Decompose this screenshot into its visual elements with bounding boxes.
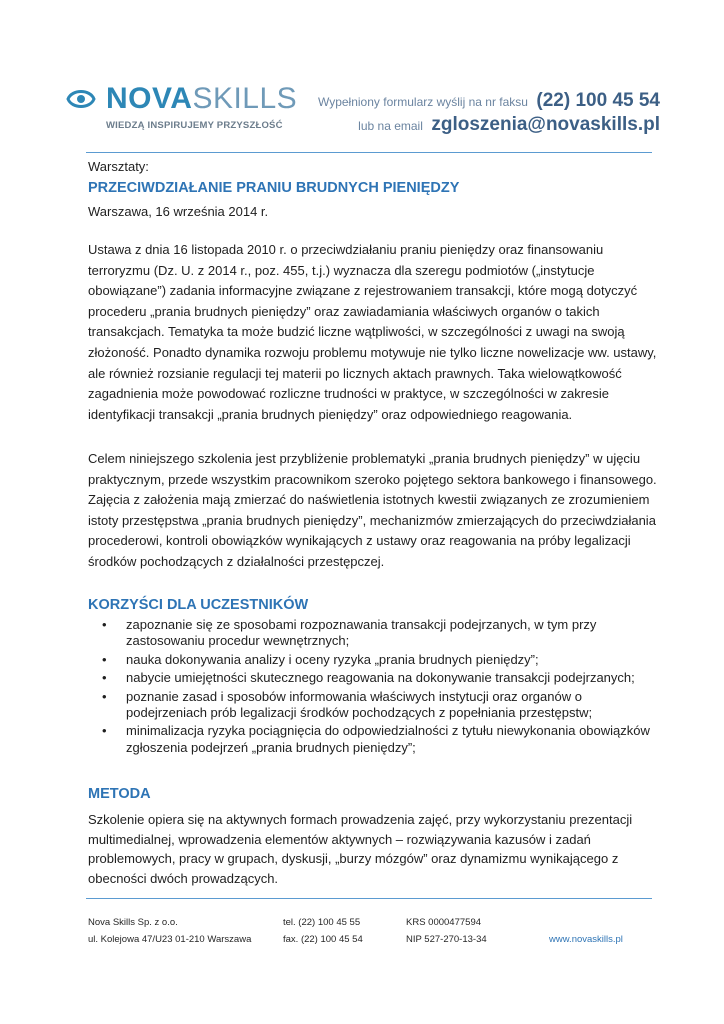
- method-heading: METODA: [88, 786, 151, 802]
- text-line: problemowych, pracy w grupach, dyskusji, „burzy mózgów” oraz dynamizmu wynikającego z: [88, 851, 619, 866]
- benefit-item: [88, 652, 678, 668]
- benefits-list: [88, 617, 678, 758]
- bullet-icon: •: [102, 651, 107, 667]
- fax-label: Wypełniony formularz wyślij na nr faksu: [317, 95, 528, 109]
- company-logo: [66, 82, 296, 134]
- email-address[interactable]: zgloszenia@novaskills.pl: [431, 114, 660, 135]
- benefit-item: [88, 723, 678, 756]
- text-line: terroryzmu (Dz. U. z 2014 r., poz. 455, t.j.) wyznacza dla szeregu podmiotów („instytucje: [88, 262, 595, 278]
- text-line: obecności dwóch prowadzących.: [88, 870, 279, 886]
- text-line: poznanie zasad i sposobów informowania właściwych instytucji oraz organów o: [126, 688, 582, 704]
- text-line: identyfikacji transakcji „prania brudnych pieniędzy” oraz odpowiedniego reagowania.: [88, 406, 573, 422]
- place-date: Warszawa, 16 września 2014 r.: [88, 204, 269, 219]
- logo-wordmark: NOVASKILLS: [106, 82, 298, 115]
- email-contact: [358, 114, 660, 136]
- text-line: zapoznanie się ze sposobami rozpoznawania transakcji podejrzanych, w tym przy: [126, 617, 597, 632]
- header-divider: [86, 152, 652, 153]
- logo-tagline: WIEDZĄ INSPIRUJEMY PRZYSZŁOŚĆ: [106, 120, 283, 131]
- benefit-item: [88, 617, 678, 650]
- footer-divider: [86, 898, 652, 899]
- text-line: Szkolenie opiera się na aktywnych formach prowadzenia zajęć, przy wykorzystaniu prezentacji: [88, 812, 633, 827]
- fax-contact: [318, 90, 660, 112]
- benefit-item: [88, 670, 678, 686]
- bullet-icon: •: [102, 688, 107, 704]
- workshop-type-label: Warsztaty:: [88, 159, 149, 174]
- bullet-icon: •: [102, 723, 107, 739]
- goal-paragraph: [88, 449, 668, 573]
- text-line: procederu „prania brudnych pieniędzy” oraz zawiadamiania właściwych organów o takich: [88, 303, 600, 319]
- fax-number: (22) 100 45 54: [536, 90, 660, 111]
- footer-website-link[interactable]: www.novaskills.pl: [549, 934, 623, 945]
- method-paragraph: [88, 810, 668, 888]
- text-line: ale również rozsianie regulacji tej materii po licznych aktach prawnych. Taka wielowątkowość: [88, 365, 622, 381]
- intro-paragraph: [88, 240, 668, 425]
- text-line: istoty przestępstwa „prania brudnych pieniędzy”, mechanizmów zmierzających do przeciwdziałania: [88, 512, 656, 528]
- footer-tel: tel. (22) 100 45 55: [283, 917, 361, 928]
- text-line: obowiązane”) zadania informacyjne związane z rejestrowaniem transakcji, które mogą dotyczyć: [88, 283, 638, 299]
- benefits-heading: KORZYŚCI DLA UCZESTNIKÓW: [88, 597, 309, 613]
- text-line: transakcjach. Tematyka ta może budzić liczne wątpliwości, w szczególności z uwagi na swoją: [88, 324, 625, 340]
- text-line: Zajęcia z założenia mają zmierzać do naświetlenia istotnych kwestii związanych ze zrozumieniem: [88, 492, 650, 508]
- footer-fax: fax. (22) 100 45 54: [283, 934, 363, 945]
- bullet-icon: •: [102, 617, 107, 632]
- text-line: minimalizacja ryzyka pociągnięcia do odpowiedzialności z tytułu niewykonania obowiązków: [126, 723, 650, 739]
- text-line: procederowi, kontroli obowiązków wynikających z ustawy oraz reagowania na próby legalizacji: [88, 533, 631, 549]
- text-line: praktycznym, przede wszystkim pracownikom szeroko pojętego sektora bankowego i finansowego.: [88, 471, 657, 487]
- text-line: Celem niniejszego szkolenia jest przybliżenie problematyki „prania brudnych pieniędzy” w ujęciu: [88, 451, 641, 466]
- text-line: złożoność. Ponadto dynamika rozwoju problemu motywuje nie tylko liczne nowelizacje ww. ustawy,: [88, 344, 657, 360]
- text-line: podejrzeniach prób legalizacji środków pochodzących z popełniania przestępstw;: [126, 705, 593, 721]
- logo-eye-icon: [66, 87, 96, 111]
- text-line: nabycie umiejętności skutecznego reagowania na dokonywanie transakcji podejrzanych;: [126, 670, 635, 686]
- bullet-icon: •: [102, 670, 107, 686]
- text-line: środków pochodzących z działalności przestępczej.: [88, 553, 385, 569]
- email-label: lub na email: [358, 119, 423, 133]
- text-line: zgłoszenia podejrzeń „prania brudnych pieniędzy”;: [126, 739, 416, 755]
- text-line: zagadnienia może powodować rozliczne trudności w praktyce, w szczególności w zakresie: [88, 386, 609, 402]
- text-line: multimedialnej, wprowadzenia elementów aktywnych – rozwiązywania kazusów i zadań: [88, 831, 591, 847]
- footer-company: Nova Skills Sp. z o.o.: [88, 917, 178, 928]
- text-line: zastosowaniu procedur wewnętrznych;: [126, 633, 350, 649]
- text-line: nauka dokonywania analizy i oceny ryzyka „prania brudnych pieniędzy”;: [126, 651, 539, 667]
- footer-nip: NIP 527-270-13-34: [406, 934, 487, 945]
- footer-krs: KRS 0000477594: [406, 917, 482, 928]
- footer-address: ul. Kolejowa 47/U23 01-210 Warszawa: [88, 934, 252, 945]
- document-title: PRZECIWDZIAŁANIE PRANIU BRUDNYCH PIENIĘDZY: [88, 180, 460, 196]
- text-line: Ustawa z dnia 16 listopada 2010 r. o przeciwdziałaniu praniu pieniędzy oraz finansowaniu: [88, 242, 604, 257]
- benefit-item: [88, 689, 678, 722]
